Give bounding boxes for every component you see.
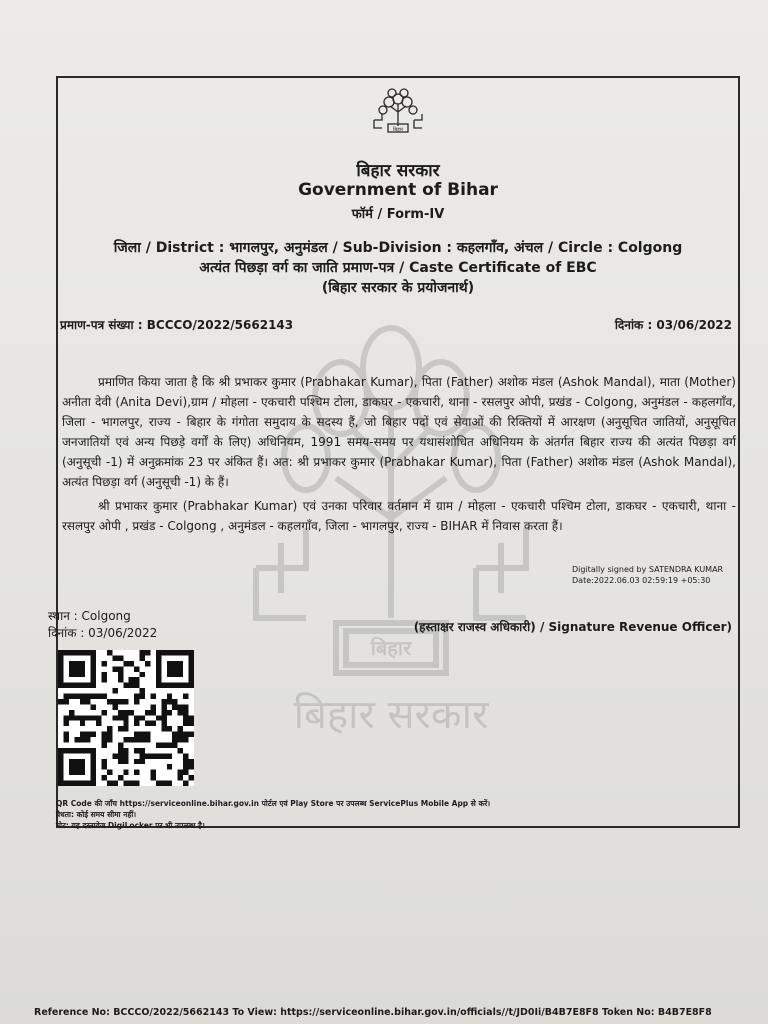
government-title: Government of Bihar [298,180,498,200]
certification-paragraph: प्रमाणित किया जाता है कि श्री प्रभाकर कुमार (Prabhakar Kumar), पिता (Father) अशोक मंडल (Ashok Mandal), माता (Mother) अनीता देवी (Anita Devi),ग्राम / मोहला - एकचारी पश्चिम टोला, डाकघर - एकचारी, थाना - रसलपुर ओपी, प्रखंड - Colgong, अनुमंडल - कहलगाँव, जिला - भागलपुर, राज्य - बिहार के गंगोता समुदाय के सदस्य हैं, जो बिहार पदों एवं सेवाओं की रिक्तियों में आरक्षण (अनुसूचित जातियों, अनुसूचित जनजातियों एवं अन्य पिछड़े वर्गों के लिए) अधिनियम, 1991 समय-समय पर यथासंशोधित अधिनियम के अंतर्गत बिहार राज्य की अत्यंत पिछड़ा वर्ग (अनुसूची -1) में अनुक्रमांक 23 पर अंकित हैं। अत: श्री प्रभाकर कुमार (Prabhakar Kumar), पिता (Father) अशोक मंडल (Ashok Mandal), अत्यंत पिछड़ा वर्ग (अनुसूची -1) के हैं। [62,375,736,489]
certificate-number: प्रमाण-पत्र संख्या : BCCCO/2022/5662143 [60,318,294,332]
watermark-seal-text: बिहार [370,636,412,660]
notes-block [56,798,490,831]
place-date: दिनांक : 03/06/2022 [48,626,158,640]
digital-signature-block [572,564,723,586]
validity-note: वैधता: कोई समय सीमा नहीं। [56,810,137,819]
reference-footer: Reference No: BCCCO/2022/5662143 To View: https://serviceonline.bihar.gov.in/officials//t/JD0Ii/B4B7E8F8 Token No: B4B7E8F8 [34,1007,712,1018]
place-line: स्थान : Colgong [48,609,131,623]
certificate-date: दिनांक : 03/06/2022 [614,318,732,332]
digilocker-note: नोट: यह दस्तावेज DigiLocker पर भी उपलब्ध है। [56,821,205,830]
qr-code[interactable] [58,650,194,786]
qr-note: QR Code की जाँच https://serviceonline.bihar.gov.in पोर्टल एवं Play Store पर उपलब्ध ServicePlus Mobile App से करें। [56,799,491,808]
residence-paragraph: श्री प्रभाकर कुमार (Prabhakar Kumar) एवं उनका परिवार वर्तमान में ग्राम / मोहला - एकचारी पश्चिम टोला, डाकघर - एकचारी, थाना - रसलपुर ओपी , प्रखंड - Colgong , अनुमंडल - कहलगाँव, जिला - भागलपुर, राज्य - BIHAR में निवास करता हैं। [62,499,736,533]
watermark-text: बिहार सरकार [293,692,489,738]
signature-label: (हस्ताक्षर राजस्व अधिकारी) / Signature Revenue Officer) [413,620,732,634]
certificate-title: अत्यंत पिछड़ा वर्ग का जाति प्रमाण-पत्र / Caste Certificate of EBC [199,260,597,276]
certificate-purpose: (बिहार सरकार के प्रयोजनार्थ) [321,280,475,296]
hindi-government-title: बिहार सरकार [356,161,440,181]
digital-signature-signer: Digitally signed by SATENDRA KUMAR [572,565,724,574]
digital-signature-date: Date:2022.06.03 02:59:19 +05:30 [572,576,711,585]
svg-text:बिहार: बिहार [392,127,404,133]
bihar-emblem-icon [368,86,428,142]
place-block [48,608,157,642]
location-line: जिला / District : भागलपुर, अनुमंडल / Sub-Division : कहलगाँव, अंचल / Circle : Colgong [113,240,683,256]
form-number: फॉर्म / Form-IV [351,207,445,222]
